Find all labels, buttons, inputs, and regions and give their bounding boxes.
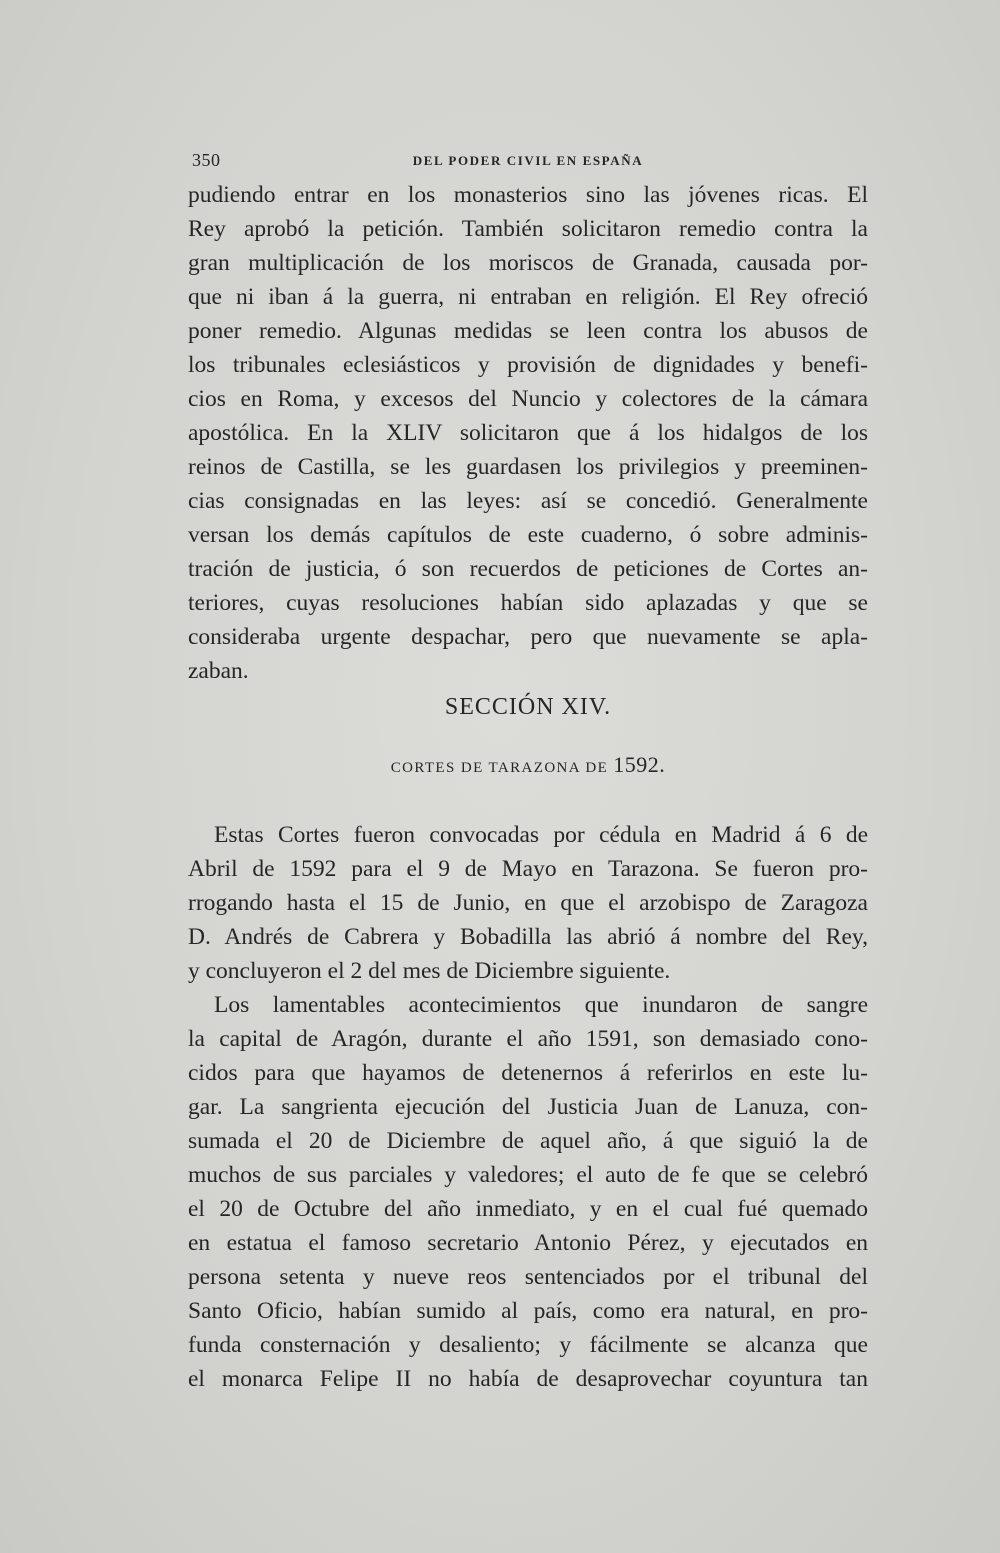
text-line: Los lamentables acontecimientos que inundaron de sangre xyxy=(214,992,868,1018)
text-line: la capital de Aragón, durante el año 1591, son demasiado cono- xyxy=(188,1026,868,1052)
text-line: el monarca Felipe II no había de desaprovechar coyuntura tan xyxy=(188,1366,868,1392)
text-line: los tribunales eclesiásticos y provisión de dignidades y benefi- xyxy=(188,352,868,378)
text-line: gar. La sangrienta ejecución del Justicia Juan de Lanuza, con- xyxy=(188,1094,868,1120)
text-line: cias consignadas en las leyes: así se concedió. Generalmente xyxy=(188,488,868,514)
text-line: sumada el 20 de Diciembre de aquel año, á que siguió la de xyxy=(188,1128,868,1154)
text-line: muchos de sus parciales y valedores; el auto de fe que se celebró xyxy=(188,1162,868,1188)
text-line: versan los demás capítulos de este cuaderno, ó sobre adminis- xyxy=(188,522,868,548)
text-line: poner remedio. Algunas medidas se leen contra los abusos de xyxy=(188,318,868,344)
text-line: zaban. xyxy=(188,658,249,684)
text-line: reinos de Castilla, se les guardasen los privilegios y preeminen- xyxy=(188,454,868,480)
text-line: y concluyeron el 2 del mes de Diciembre siguiente. xyxy=(188,958,671,984)
subtitle-text: CORTES DE TARAZONA DE xyxy=(390,760,609,776)
section-title: SECCIÓN XIV. xyxy=(444,694,612,720)
text-line: Abril de 1592 para el 9 de Mayo en Tarazona. Se fueron pro- xyxy=(188,856,868,882)
text-line: pudiendo entrar en los monasterios sino las jóvenes ricas. El xyxy=(188,182,868,208)
text-line: teriores, cuyas resoluciones habían sido aplazadas y que se xyxy=(188,590,868,616)
text-line: el 20 de Octubre del año inmediato, y en el cual fué quemado xyxy=(188,1196,868,1222)
running-head: DEL PODER CIVIL EN ESPAÑA xyxy=(412,153,644,168)
text-line: cios en Roma, y excesos del Nuncio y colectores de la cámara xyxy=(188,386,868,412)
section-subtitle xyxy=(188,752,868,778)
text-line: gran multiplicación de los moriscos de Granada, causada por- xyxy=(188,250,868,276)
text-line: apostólica. En la XLIV solicitaron que á los hidalgos de los xyxy=(188,420,868,446)
text-line: D. Andrés de Cabrera y Bobadilla las abrió á nombre del Rey, xyxy=(188,924,868,950)
text-line: tración de justicia, ó son recuerdos de peticiones de Cortes an- xyxy=(188,556,868,582)
text-line: consideraba urgente despachar, pero que nuevamente se apla- xyxy=(188,624,868,650)
text-line: Santo Oficio, habían sumido al país, como era natural, en pro- xyxy=(188,1298,868,1324)
text-line: persona setenta y nueve reos sentenciados por el tribunal del xyxy=(188,1264,868,1290)
text-line: cidos para que hayamos de detenernos á referirlos en este lu- xyxy=(188,1060,868,1086)
text-line: Rey aprobó la petición. También solicitaron remedio contra la xyxy=(188,216,868,242)
text-line: Estas Cortes fueron convocadas por cédula en Madrid á 6 de xyxy=(214,822,868,848)
page-header xyxy=(188,150,868,174)
text-line: rrogando hasta el 15 de Junio, en que el arzobispo de Zaragoza xyxy=(188,890,868,916)
subtitle-year: 1592. xyxy=(613,752,666,777)
page-number: 350 xyxy=(192,150,221,170)
text-line: en estatua el famoso secretario Antonio Pérez, y ejecutados en xyxy=(188,1230,868,1256)
text-line: que ni iban á la guerra, ni entraban en religión. El Rey ofreció xyxy=(188,284,868,310)
text-line: funda consternación y desaliento; y fácilmente se alcanza que xyxy=(188,1332,868,1358)
